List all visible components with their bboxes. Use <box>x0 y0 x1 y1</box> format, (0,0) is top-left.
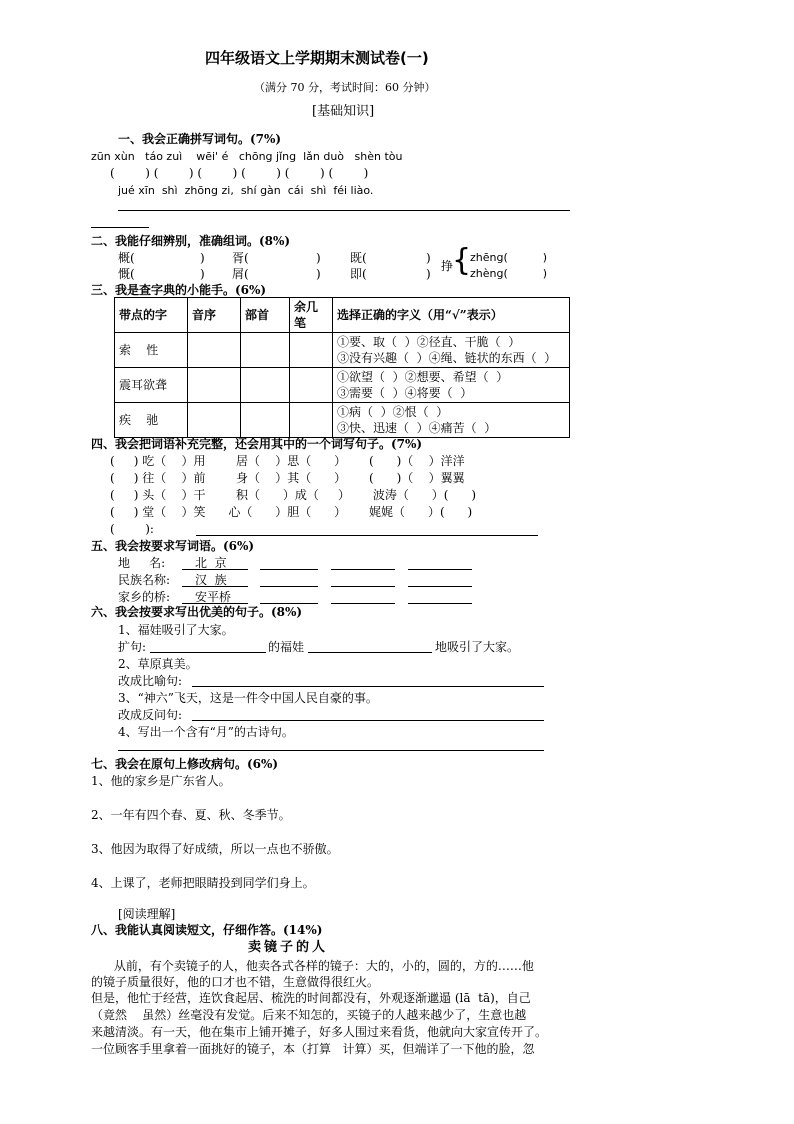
q6-s2: 2、草原真美。 <box>118 657 198 671</box>
q1-answer-line-short[interactable] <box>91 227 149 228</box>
section-reading: [阅读理解] <box>118 907 176 921</box>
q7-item-2[interactable]: 2、一年有四个春、夏、秋、冬季节。 <box>91 808 291 822</box>
page-title: 四年级语文上学期期末测试卷(一) <box>205 49 429 67</box>
story-para-line: 来越清淡。有一天，他在集市上铺开摊子，好多人围过来看货，他就向大家宣传开了。 <box>91 1025 548 1039</box>
row-char: 索 性 <box>115 333 188 368</box>
q5-heading: 五、我会按要求写词语。(6%) <box>91 539 255 553</box>
answer-cell[interactable] <box>290 368 333 403</box>
story-para-line: 但是，他忙于经营，连饮食起居、梳洗的时间都没有，外观逐渐邋遢 (lā tā)，自己 <box>91 991 531 1005</box>
dictionary-table <box>114 297 570 438</box>
answer-line[interactable] <box>331 603 395 604</box>
table-row <box>115 368 570 403</box>
q4-sentence-label: ( ): <box>110 522 154 536</box>
q1-heading: 一、我会正确拼写词句。(7%) <box>118 132 282 146</box>
meaning-options[interactable]: ①要、取（ ）②径直、干脆（ ） ③没有兴趣（ ）④绳、链状的东西（ ） <box>333 333 570 368</box>
table-header-row <box>115 298 570 333</box>
answer-cell[interactable] <box>290 333 333 368</box>
answer-line[interactable] <box>331 569 395 570</box>
q2-polyphone-char: 挣 <box>441 259 454 273</box>
q4-row2[interactable]: ( ) 往（ ）前 身（ ）其（ ） ( )（ ）翼翼 <box>110 471 465 485</box>
q2-polyphone-2[interactable]: zhèng( ) <box>470 267 548 280</box>
q2-polyphone-1[interactable]: zhēng( ) <box>470 251 548 264</box>
q7-item-3[interactable]: 3、他因为取得了好成绩，所以一点也不骄傲。 <box>91 842 339 856</box>
q5-example-ethnic: 汉 族 <box>195 573 227 587</box>
q6-s1-expand-label: 扩句: <box>118 640 147 654</box>
answer-line[interactable] <box>150 652 266 653</box>
q6-s3-task: 改成反问句: <box>118 708 183 722</box>
q5-example-place: 北 京 <box>195 556 227 570</box>
q6-heading: 六、我会按要求写出优美的句子。(8%) <box>91 605 303 619</box>
q6-s3: 3、“神六”飞天，这是一件令中国人民自豪的事。 <box>118 691 378 705</box>
answer-cell[interactable] <box>241 403 290 438</box>
section-basic-knowledge: [基础知识] <box>312 104 375 119</box>
meaning-options[interactable]: ①欲望（ ）②想要、希望（ ） ③需要（ ）④将要（ ） <box>333 368 570 403</box>
q6-s4: 4、写出一个含有“月”的古诗句。 <box>118 725 294 739</box>
table-row <box>115 403 570 438</box>
brace-icon: { <box>452 243 472 278</box>
q4-row4[interactable]: ( ) 堂（ ）笑 心（ ）胆（ ） 娓娓（ ）( ) <box>110 505 473 519</box>
answer-line[interactable] <box>192 686 544 687</box>
story-title: 卖镜子的人 <box>248 940 329 955</box>
exam-info: （满分 70 分，考试时间：60 分钟） <box>254 81 436 94</box>
answer-line[interactable] <box>408 603 472 604</box>
answer-line[interactable] <box>408 586 472 587</box>
q6-s1-expand-end: 地吸引了大家。 <box>435 640 520 654</box>
answer-line[interactable] <box>260 586 318 587</box>
answer-cell[interactable] <box>290 403 333 438</box>
q6-s1-expand-mid: 的福娃 <box>268 640 305 654</box>
q5-label-place: 地 名: <box>118 556 166 570</box>
q8-heading: 八、我能认真阅读短文，仔细作答。(14%) <box>91 923 323 937</box>
q2-heading: 二、我能仔细辨别，准确组词。(8%) <box>91 234 291 248</box>
col-order: 音序 <box>188 298 241 333</box>
q1-answer-line[interactable] <box>118 210 570 211</box>
q6-s2-task: 改成比喻句: <box>118 674 183 688</box>
table-row <box>115 333 570 368</box>
row-char: 震耳欲聋 <box>115 368 188 403</box>
answer-line[interactable] <box>308 652 432 653</box>
answer-cell[interactable] <box>241 368 290 403</box>
q5-label-bridge: 家乡的桥: <box>118 590 171 604</box>
answer-cell[interactable] <box>188 368 241 403</box>
q4-row3[interactable]: ( ) 头（ ）干 积（ ）成（ ） 波涛（ ）( ) <box>110 488 477 502</box>
q6-s1: 1、福娃吸引了大家。 <box>118 623 234 637</box>
meaning-options[interactable]: ①病（ ）②恨（ ） ③快、迅速（ ）④痛苦（ ） <box>333 403 570 438</box>
story-para-line: 从前，有个卖镜子的人，他卖各式各样的镜子：大的，小的，圆的，方的……他 <box>91 959 534 973</box>
story-para-line: （竟然 虽然）丝毫没有发觉。后来不知怎的，买镜子的人越来越少了，生意也越 <box>91 1008 527 1022</box>
q4-sentence-line[interactable] <box>196 535 538 536</box>
answer-line[interactable] <box>260 569 318 570</box>
q3-heading: 三、我是查字典的小能手。(6%) <box>91 283 267 297</box>
col-radical: 部首 <box>241 298 290 333</box>
story-para-line: 一位顾客手里拿着一面挑好的镜子，本（打算 计算）买，但端详了一下他的脸，忽 <box>91 1042 535 1056</box>
answer-line[interactable] <box>118 750 544 751</box>
answer-line[interactable] <box>331 586 395 587</box>
col-strokes: 余几笔 <box>290 298 333 333</box>
q5-example-bridge: 安平桥 <box>195 590 232 604</box>
q5-label-ethnic: 民族名称: <box>118 573 171 587</box>
q1-answer-brackets[interactable]: ( ) ( ) ( ) ( ) ( ) ( ) <box>110 166 369 180</box>
q4-heading: 四、我会把词语补充完整，还会用其中的一个词写句子。(7%) <box>91 437 423 451</box>
q1-pinyin-row1: zūn xùn táo zuì wēi' é chōng jǐng lǎn duò shèn tòu <box>91 150 403 163</box>
answer-line[interactable] <box>408 569 472 570</box>
q7-item-1[interactable]: 1、他的家乡是广东省人。 <box>91 774 231 788</box>
q7-heading: 七、我会在原句上修改病句。(6%) <box>91 757 279 771</box>
row-char: 疾 驰 <box>115 403 188 438</box>
answer-line[interactable] <box>192 720 544 721</box>
answer-cell[interactable] <box>188 403 241 438</box>
q7-item-4[interactable]: 4、上课了，老师把眼睛投到同学们身上。 <box>91 876 315 890</box>
answer-cell[interactable] <box>188 333 241 368</box>
answer-cell[interactable] <box>241 333 290 368</box>
q1-pinyin-row2: jué xīn shì zhōng zi, shí gàn cái shì féi liào. <box>118 184 374 197</box>
q4-row1[interactable]: ( ) 吃（ ）用 居（ ）思（ ） ( )（ ）洋洋 <box>110 454 465 468</box>
col-char: 带点的字 <box>115 298 188 333</box>
col-meaning: 选择正确的字义（用“√”表示） <box>333 298 570 333</box>
story-para-line: 的镜子质量很好，他的口才也不错，生意做得很红火。 <box>91 975 380 989</box>
